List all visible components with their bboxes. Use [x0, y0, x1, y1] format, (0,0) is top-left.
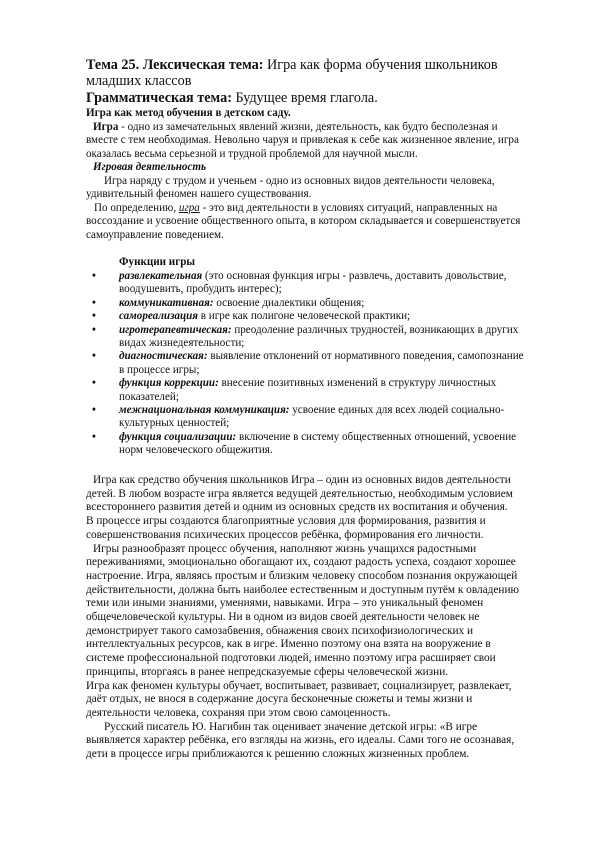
- body-paragraph-2: В процессе игры создаются благоприятные условия для формирования, развития и совершенствования психических процессов ребёнка, формирования его личности.: [86, 515, 486, 541]
- function-term: диагностическая:: [119, 350, 208, 363]
- body-paragraph-3: Игры разнообразят процесс обучения, наполняют жизнь учащихся радостными переживаниями, эмоционально обогащают их, создают радость успеха, создают хорошее настроение. Игра, являясь простым и близким человеку способом познания окружающей действительности, должна быть наиболее естественным и доступным путём к овладению теми или иными знаниями, умениями, навыками. Игра – это уникальный феномен общечеловеческой культуры. Ни в одном из видов своей деятельности человек не демонстрирует такого самозабвения, обнажения своих психофизиологических и интеллектуальных ресурсов, как в игре. Именно поэтому она взята на вооружение в системе профессиональной подготовки людей, именно поэтому игра расширяет свои принципы, вторгаясь в ранее непредсказуемые сферы человеческой жизни.: [86, 542, 519, 678]
- topic-prefix: Тема 25. Лексическая тема:: [86, 57, 264, 73]
- function-item: [92, 430, 528, 458]
- function-item: [92, 377, 528, 404]
- bullet-icon: •: [92, 310, 96, 323]
- function-text: преодоление различных трудностей, возникающих в других видах жизнедеятельности;: [119, 323, 519, 350]
- topic-heading: [86, 58, 526, 89]
- section1-paragraph: [86, 121, 526, 161]
- function-text: освоение диалектики общения;: [213, 296, 365, 309]
- bullet-icon: •: [92, 430, 96, 443]
- function-text: внесение позитивных изменений в структуру личностных показателей;: [119, 377, 497, 403]
- function-item: [92, 404, 528, 431]
- body-paragraph-1: Игра как средство обучения школьников Игра – один из основных видов деятельности детей. В любом возрасте игра является ведущей деятельностью, необходимым условием всестороннего развития детей и одним из основных средств их воспитания и обучения.: [86, 474, 513, 514]
- grammar-text: Будущее время глагола.: [231, 90, 378, 106]
- section1-text: - одно из замечательных явлений жизни, деятельность, как будто бесполезная и вместе с тем необходимая. Невольно чаруя и привлекая к себе как жизненное явление, игра оказалась весьма серьезной и трудной проблемой для научной мысли.: [86, 121, 519, 160]
- topic-text: Игра как форма обучения школьников младших классов: [86, 57, 498, 89]
- main-text: [86, 474, 526, 762]
- function-text: выявление отклонений от нормативного поведения, самопознание в процессе игры;: [119, 350, 524, 376]
- body-paragraph-4: Игра как феномен культуры обучает, воспитывает, развивает, социализирует, развлекает, даёт отдых, не внося в содержание досуга бесконечные сюжеты и темы жизни и деятельности человека, сохраняя при этом свою самоценность.: [86, 679, 512, 719]
- section2-title: Игровая деятельность: [93, 161, 207, 173]
- bullet-icon: •: [92, 296, 96, 309]
- function-text: в игре как полигоне человеческой практики;: [198, 310, 411, 323]
- function-text: (это основная функция игры - развлечь, доставить довольствие, воодушевить, пробудить интерес);: [119, 270, 507, 296]
- function-item: [92, 310, 528, 323]
- bullet-icon: •: [92, 270, 96, 282]
- bullet-icon: •: [92, 323, 96, 336]
- section2-para1: Игра наряду с трудом и ученьем - одно из основных видов деятельности человека, удивительный феномен нашего существования.: [86, 175, 495, 201]
- body-paragraph-5: Русский писатель Ю. Нагибин так оценивает значение детской игры: «В игре выявляется характер ребёнка, его взгляды на жизнь, его идеалы. Сами того не осознавая, дети в процессе игры приближаются к решению сложных жизненных проблем.: [86, 720, 515, 761]
- section1-title: Игра как метод обучения в детском саду.: [86, 107, 291, 119]
- section2-para2: [86, 202, 526, 242]
- function-term: функция социализации:: [119, 430, 237, 443]
- function-term: игротерапевтическая:: [119, 323, 232, 336]
- function-item: [92, 323, 528, 351]
- function-term: развлекательная: [119, 270, 203, 282]
- functions-list: [92, 270, 528, 458]
- bullet-icon: •: [92, 404, 96, 417]
- function-text: усвоение единых для всех людей социально-культурных ценностей;: [119, 404, 505, 430]
- section1-lead-word: Игра: [93, 121, 119, 133]
- function-item: [92, 270, 528, 297]
- bullet-icon: •: [92, 350, 96, 363]
- function-text: включение в систему общественных отношений, усвоение норм человеческого общежития.: [119, 430, 517, 457]
- function-term: функция коррекции:: [119, 377, 219, 390]
- function-term: коммуникативная:: [119, 296, 214, 309]
- functions-title: Функции игры: [119, 256, 196, 268]
- grammar-heading: [86, 91, 526, 107]
- section2-para2-after: - это вид деятельности в условиях ситуаций, направленных на воссоздание и усвоение общественного опыта, в котором складывается и совершенствуется самоуправление поведением.: [86, 202, 521, 241]
- function-term: самореализация: [119, 310, 198, 323]
- section2-para2-before: По определению,: [94, 202, 179, 214]
- function-item: [92, 350, 528, 377]
- grammar-prefix: Грамматическая тема:: [86, 90, 232, 106]
- function-item: [92, 296, 528, 310]
- bullet-icon: •: [92, 377, 96, 390]
- definition-link[interactable]: игра: [178, 202, 200, 214]
- function-term: межнациональная коммуникация:: [119, 404, 290, 417]
